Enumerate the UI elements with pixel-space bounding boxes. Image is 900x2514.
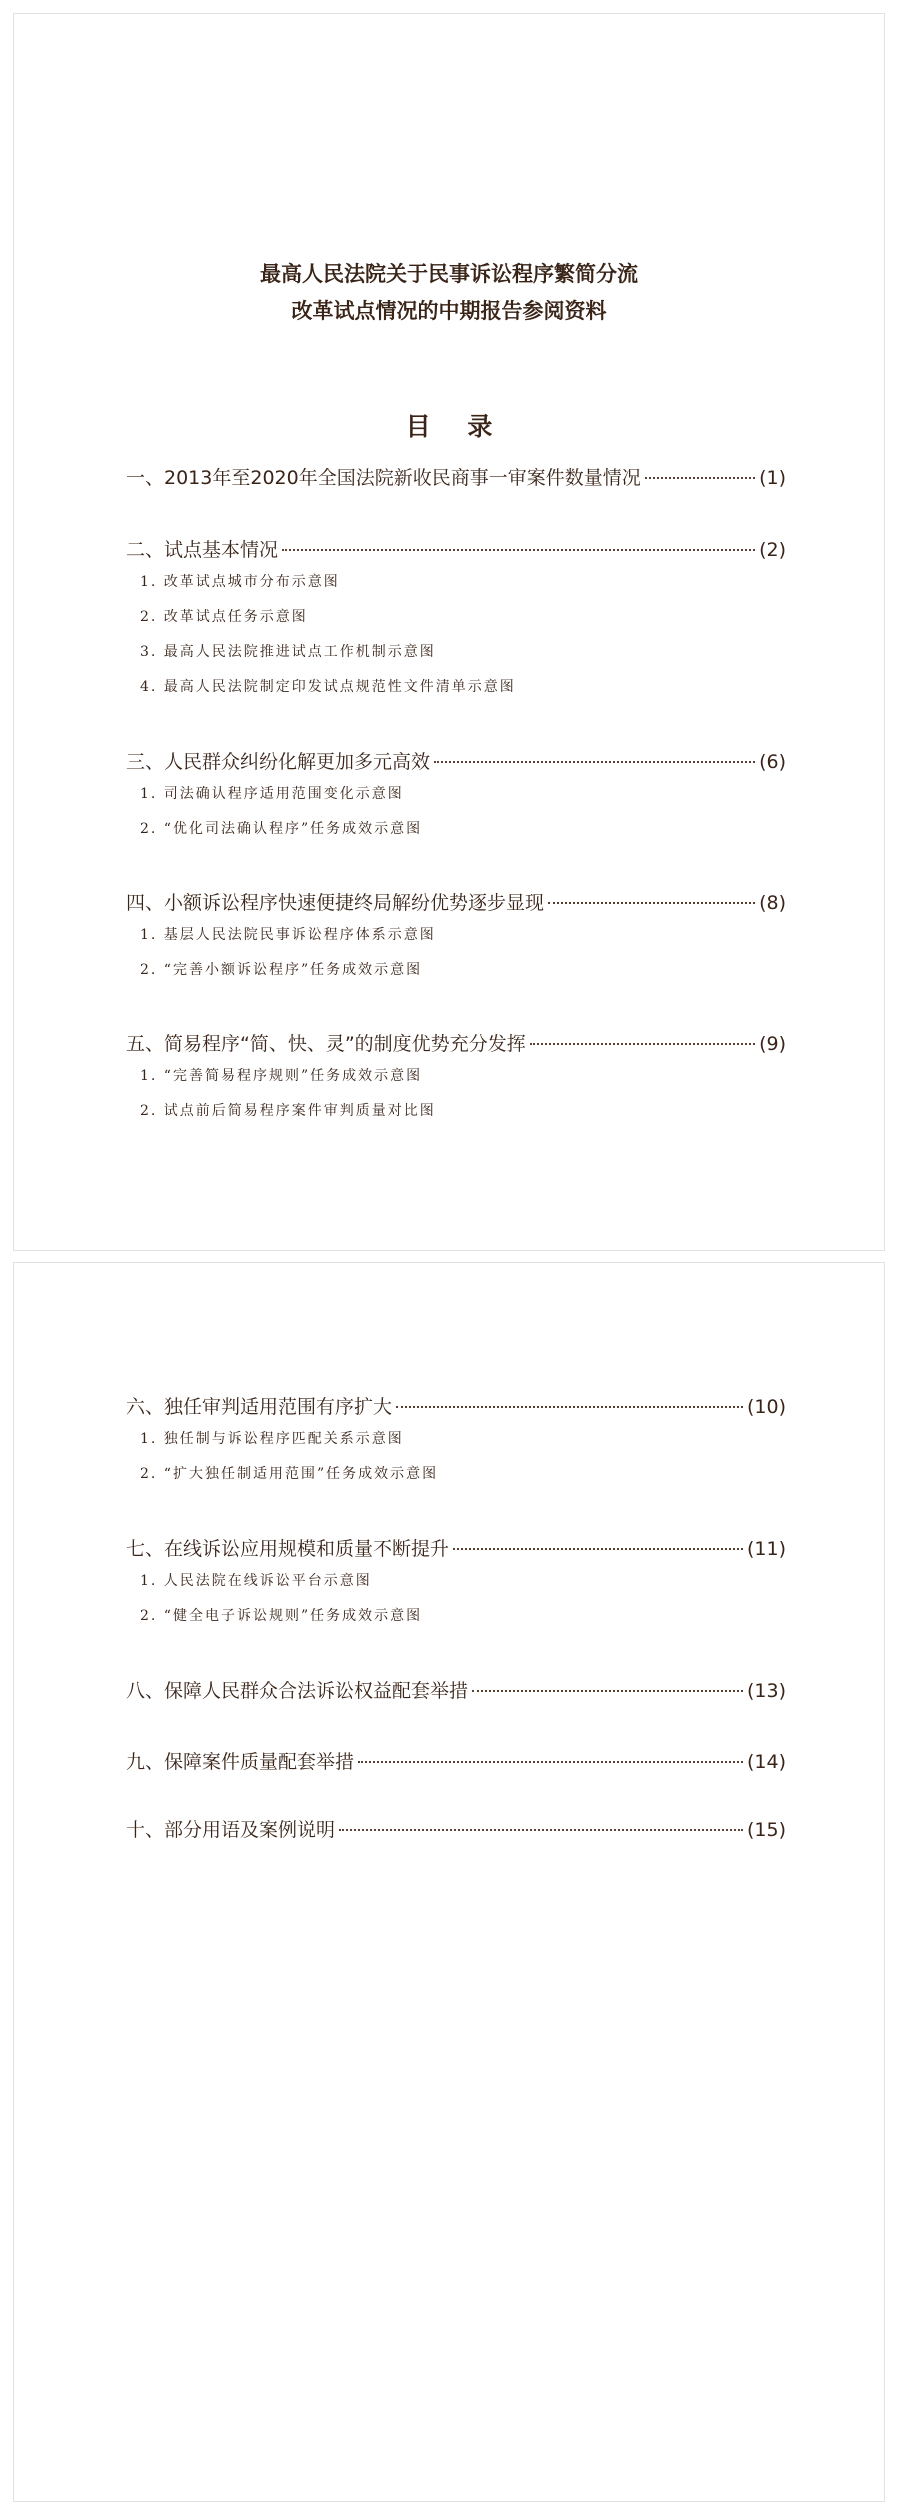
toc-entry[interactable] (126, 463, 786, 493)
dot-leader (434, 761, 755, 763)
toc-entry-page: (1) (759, 467, 786, 489)
toc-entry-page: (6) (759, 751, 786, 773)
toc-entry-title: 七、在线诉讼应用规模和质量不断提升 (126, 1538, 450, 1560)
toc-entry-page: (2) (759, 539, 786, 561)
dot-leader (358, 1761, 743, 1763)
dot-leader (396, 1406, 743, 1408)
page-1 (13, 13, 885, 1251)
document-title-line-2: 改革试点情况的中期报告参阅资料 (291, 299, 607, 323)
dot-leader (548, 902, 755, 904)
toc-section-2[interactable] (126, 535, 786, 705)
dot-leader (339, 1829, 743, 1831)
dot-leader (472, 1690, 743, 1692)
toc-entry-page: (15) (746, 1819, 786, 1841)
toc-entry[interactable] (126, 1815, 786, 1845)
toc-sub-item[interactable]: 2. “健全电子诉讼规则”任务成效示意图 (140, 1608, 423, 1624)
toc-sub-item[interactable]: 1. “完善简易程序规则”任务成效示意图 (140, 1068, 423, 1084)
toc-section-7[interactable] (126, 1534, 786, 1634)
dot-leader (530, 1043, 755, 1045)
toc-entry[interactable] (126, 1534, 786, 1564)
toc-section-9[interactable] (126, 1747, 786, 1777)
toc-entry[interactable] (126, 535, 786, 565)
toc-sub-item[interactable]: 2. “优化司法确认程序”任务成效示意图 (140, 821, 423, 837)
toc-entry[interactable] (126, 888, 786, 918)
toc-entry-title: 二、试点基本情况 (126, 539, 279, 561)
toc-entry-page: (10) (746, 1396, 786, 1418)
toc-sub-item[interactable]: 4. 最高人民法院制定印发试点规范性文件清单示意图 (140, 679, 516, 695)
page-2 (13, 1262, 885, 2502)
toc-entry-page: (14) (746, 1751, 786, 1773)
toc-entry-title: 四、小额诉讼程序快速便捷终局解纷优势逐步显现 (126, 892, 545, 914)
toc-entry-title: 五、简易程序“简、快、灵”的制度优势充分发挥 (126, 1033, 526, 1055)
toc-sub-item[interactable]: 1. 人民法院在线诉讼平台示意图 (140, 1573, 372, 1589)
toc-sub-item[interactable]: 1. 改革试点城市分布示意图 (140, 574, 340, 590)
toc-entry-page: (13) (746, 1680, 786, 1702)
toc-entry[interactable] (126, 1029, 786, 1059)
dot-leader (453, 1548, 743, 1550)
toc-sub-item[interactable]: 2. “扩大独任制适用范围”任务成效示意图 (140, 1466, 439, 1482)
document-title-line-1: 最高人民法院关于民事诉讼程序繁简分流 (260, 262, 638, 286)
toc-section-10[interactable] (126, 1815, 786, 1845)
toc-entry[interactable] (126, 1392, 786, 1422)
toc-section-3[interactable] (126, 747, 786, 847)
toc-entry-title: 六、独任审判适用范围有序扩大 (126, 1396, 393, 1418)
toc-sub-item[interactable]: 1. 独任制与诉讼程序匹配关系示意图 (140, 1431, 404, 1447)
toc-entry[interactable] (126, 747, 786, 777)
toc-entry-page: (11) (746, 1538, 786, 1560)
toc-entry-title: 九、保障案件质量配套举措 (126, 1751, 355, 1773)
toc-entry[interactable] (126, 1747, 786, 1777)
toc-entry-title: 八、保障人民群众合法诉讼权益配套举措 (126, 1680, 469, 1702)
toc-section-6[interactable] (126, 1392, 786, 1492)
dot-leader (282, 549, 755, 551)
toc-sub-item[interactable]: 2. 改革试点任务示意图 (140, 609, 308, 625)
toc-sub-item[interactable]: 2. 试点前后简易程序案件审判质量对比图 (140, 1103, 436, 1119)
dot-leader (645, 477, 755, 479)
toc-entry[interactable] (126, 1676, 786, 1706)
toc-sub-item[interactable]: 1. 司法确认程序适用范围变化示意图 (140, 786, 404, 802)
document-title (14, 256, 884, 330)
toc-section-5[interactable] (126, 1029, 786, 1129)
toc-sub-item[interactable]: 2. “完善小额诉讼程序”任务成效示意图 (140, 962, 423, 978)
toc-entry-page: (8) (759, 892, 786, 914)
toc-sub-item[interactable]: 1. 基层人民法院民事诉讼程序体系示意图 (140, 927, 436, 943)
toc-section-1[interactable] (126, 463, 786, 493)
toc-entry-title: 一、2013年至2020年全国法院新收民商事一审案件数量情况 (126, 467, 641, 489)
toc-sub-item[interactable]: 3. 最高人民法院推进试点工作机制示意图 (140, 644, 436, 660)
toc-entry-title: 十、部分用语及案例说明 (126, 1819, 336, 1841)
toc-entry-title: 三、人民群众纠纷化解更加多元高效 (126, 751, 431, 773)
toc-entry-page: (9) (759, 1033, 786, 1055)
toc-section-4[interactable] (126, 888, 786, 988)
toc-heading: 目 录 (405, 412, 507, 441)
toc-section-8[interactable] (126, 1676, 786, 1706)
